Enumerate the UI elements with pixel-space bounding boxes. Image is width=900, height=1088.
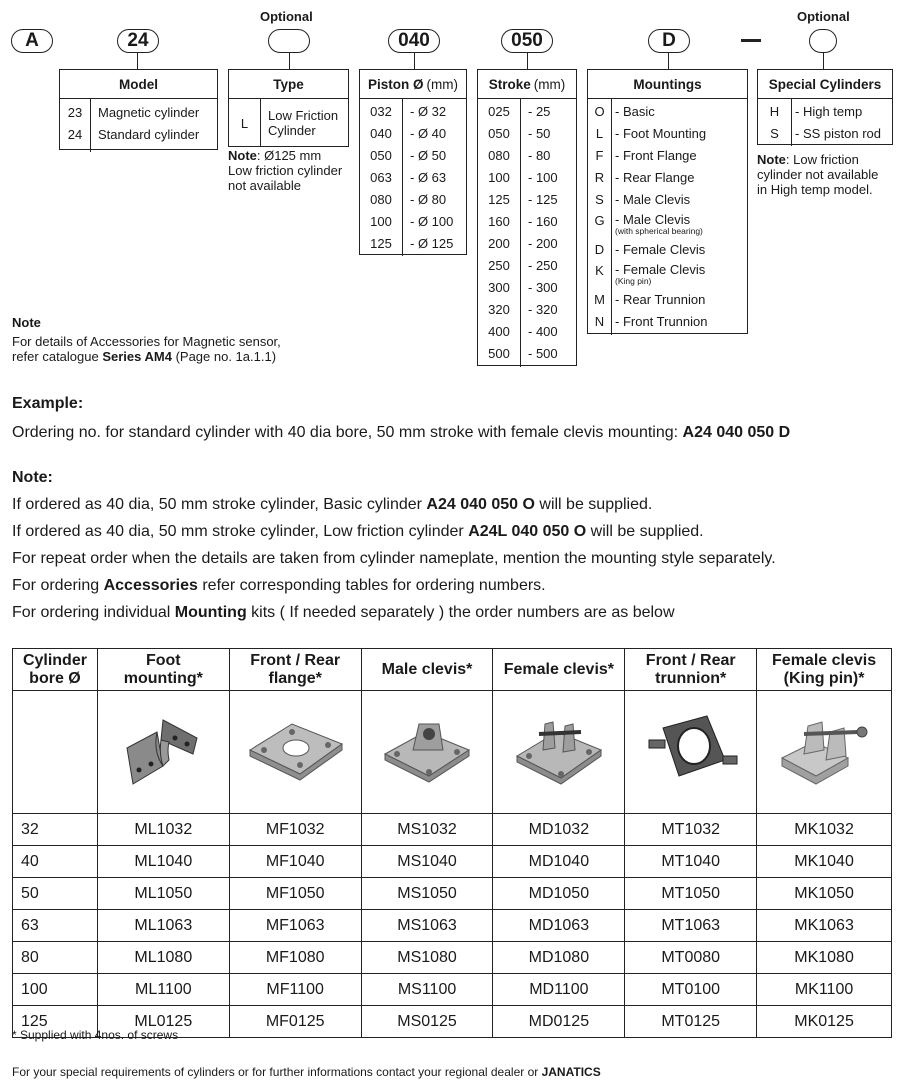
contact-line: For your special requirements of cylinders or for further informations contact your regional dealer or JANATICS: [12, 1065, 601, 1079]
stroke-row: 320 - 320: [488, 301, 558, 317]
order-number-cell: MS1100: [361, 974, 493, 1006]
table-row: [13, 846, 892, 878]
connector-mounting: [668, 53, 669, 69]
piston-row: 050 - Ø 50: [370, 147, 447, 163]
product-image-row: [13, 691, 892, 814]
connector-stroke: [527, 53, 528, 69]
order-number-cell: MK1100: [757, 974, 892, 1006]
order-number-cell: MF1063: [229, 910, 361, 942]
table-row: [13, 974, 892, 1006]
female-clevis-icon: [509, 710, 609, 790]
stroke-row: 025 - 25: [488, 103, 551, 119]
male-clevis-image: [361, 691, 493, 814]
trunnion-image: [625, 691, 757, 814]
table-row: [13, 910, 892, 942]
order-number-cell: ML1050: [97, 878, 229, 910]
empty-cell: [13, 691, 98, 814]
model-box: [59, 69, 218, 150]
note-line: If ordered as 40 dia, 50 mm stroke cylinder, Low friction cylinder A24L 040 050 O will be supplied.: [12, 523, 704, 540]
piston-row: 063 - Ø 63: [370, 169, 447, 185]
order-number-cell: MS1050: [361, 878, 493, 910]
special-optional-label: Optional: [797, 9, 850, 24]
order-number-cell: MS1040: [361, 846, 493, 878]
stroke-row: 250 - 250: [488, 257, 558, 273]
order-number-cell: MF1050: [229, 878, 361, 910]
flange-image: [229, 691, 361, 814]
mounting-row: G - Male Clevis (with spherical bearing): [594, 212, 703, 236]
order-number-cell: ML0125: [97, 1006, 229, 1038]
bore-cell: 50: [13, 878, 98, 910]
bore-cell: 125: [13, 1006, 98, 1038]
accessories-note: Note For details of Accessories for Magnetic sensor, refer catalogue Series AM4 (Page no. 1a.1.1): [12, 315, 281, 364]
model-row: 23 Magnetic cylinder: [67, 104, 200, 120]
order-number-cell: MT1032: [625, 814, 757, 846]
note-line: For ordering individual Mounting kits ( If needed separately ) the order numbers are as below: [12, 604, 675, 621]
order-number-cell: MS1063: [361, 910, 493, 942]
model-box-title: Model: [60, 70, 217, 99]
code-dash: [741, 39, 761, 42]
mounting-row: D - Female Clevis: [594, 241, 706, 257]
stroke-row: 100 - 100: [488, 169, 558, 185]
order-number-cell: MF1032: [229, 814, 361, 846]
stroke-row: 500 - 500: [488, 345, 558, 361]
order-number-cell: MT1063: [625, 910, 757, 942]
mounting-box-title: Mountings: [588, 70, 747, 99]
order-number-cell: MK1080: [757, 942, 892, 974]
order-number-cell: MS0125: [361, 1006, 493, 1038]
stroke-row: 125 - 125: [488, 191, 558, 207]
connector-type: [289, 53, 290, 69]
order-number-cell: MF1040: [229, 846, 361, 878]
type-optional-label: Optional: [260, 9, 313, 24]
mounting-row: R - Rear Flange: [594, 169, 695, 185]
code-mounting: D: [648, 29, 690, 53]
stroke-row: 050 - 50: [488, 125, 551, 141]
special-box-title: Special Cylinders: [758, 70, 892, 99]
order-number-cell: MT1050: [625, 878, 757, 910]
piston-row: 080 - Ø 80: [370, 191, 447, 207]
piston-row: 032 - Ø 32: [370, 103, 447, 119]
stroke-box-title: Stroke (mm): [478, 70, 576, 99]
stroke-box: [477, 69, 577, 366]
order-number-cell: MD0125: [493, 1006, 625, 1038]
piston-row: 100 - Ø 100: [370, 213, 454, 229]
model-row: 24 Standard cylinder: [67, 126, 200, 142]
code-model: 24: [117, 29, 159, 53]
order-number-cell: MK1050: [757, 878, 892, 910]
piston-row: 040 - Ø 40: [370, 125, 447, 141]
mounting-row: N - Front Trunnion: [594, 313, 708, 329]
mounting-row: F - Front Flange: [595, 147, 697, 163]
order-number-cell: MD1063: [493, 910, 625, 942]
piston-box: [359, 69, 467, 255]
order-number-cell: MT0080: [625, 942, 757, 974]
bore-cell: 32: [13, 814, 98, 846]
foot-mounting-image: [97, 691, 229, 814]
order-number-cell: MK1032: [757, 814, 892, 846]
king-pin-clevis-image: [757, 691, 892, 814]
order-number-cell: MD1100: [493, 974, 625, 1006]
mounting-kits-table: [12, 648, 892, 1038]
table-row: [13, 814, 892, 846]
kits-col-header: Front / Rear flange*: [229, 649, 361, 691]
stroke-row: 200 - 200: [488, 235, 558, 251]
flange-plate-icon: [240, 710, 350, 790]
mounting-row: K - Female Clevis (King pin): [595, 262, 706, 286]
mounting-row: L - Foot Mounting: [595, 125, 707, 141]
kits-col-header: Male clevis*: [361, 649, 493, 691]
foot-bracket-icon: [113, 710, 213, 790]
order-number-cell: MF1080: [229, 942, 361, 974]
bore-cell: 100: [13, 974, 98, 1006]
connector-model: [137, 53, 138, 69]
kits-col-header: Cylinder bore Ø: [13, 649, 98, 691]
mounting-row: M - Rear Trunnion: [594, 291, 706, 307]
order-number-cell: MS1080: [361, 942, 493, 974]
example-text: Ordering no. for standard cylinder with 40 dia bore, 50 mm stroke with female clevis mounting: A24 040 050 D: [12, 424, 791, 441]
bore-cell: 80: [13, 942, 98, 974]
connector-special: [823, 53, 824, 69]
type-box-title: Type: [229, 70, 348, 99]
code-special: [809, 29, 837, 53]
order-number-cell: ML1080: [97, 942, 229, 974]
note-line: For ordering Accessories refer corresponding tables for ordering numbers.: [12, 577, 546, 594]
code-piston: 040: [388, 29, 440, 53]
bore-cell: 63: [13, 910, 98, 942]
stroke-row: 080 - 80: [488, 147, 551, 163]
order-number-cell: MD1032: [493, 814, 625, 846]
order-number-cell: ML1040: [97, 846, 229, 878]
female-clevis-image: [493, 691, 625, 814]
special-row: H - High temp: [769, 103, 863, 119]
table-row: [13, 878, 892, 910]
order-number-cell: ML1100: [97, 974, 229, 1006]
bore-cell: 40: [13, 846, 98, 878]
king-pin-clevis-icon: [774, 710, 874, 790]
notes-title: Note:: [12, 469, 53, 486]
kits-col-header: Foot mounting*: [97, 649, 229, 691]
table-row: [13, 942, 892, 974]
trunnion-icon: [641, 710, 741, 790]
code-series: A: [11, 29, 53, 53]
order-number-cell: MK1063: [757, 910, 892, 942]
mounting-box: [587, 69, 748, 334]
order-number-cell: MK1040: [757, 846, 892, 878]
special-note: Note: Low friction cylinder not available in High temp model.: [757, 152, 879, 197]
note-line: For repeat order when the details are taken from cylinder nameplate, mention the mounting style separately.: [12, 550, 776, 567]
code-type: [268, 29, 310, 53]
piston-box-title: Piston Ø (mm): [360, 70, 466, 99]
order-number-cell: MK0125: [757, 1006, 892, 1038]
order-number-cell: MT1040: [625, 846, 757, 878]
special-box: [757, 69, 893, 145]
type-note: Note: Ø125 mm Low friction cylinder not available: [228, 148, 343, 193]
stroke-row: 300 - 300: [488, 279, 558, 295]
kits-col-header: Female clevis (King pin)*: [757, 649, 892, 691]
order-number-cell: MT0100: [625, 974, 757, 1006]
order-number-cell: ML1063: [97, 910, 229, 942]
order-number-cell: MF0125: [229, 1006, 361, 1038]
stroke-row: 400 - 400: [488, 323, 558, 339]
note-line: If ordered as 40 dia, 50 mm stroke cylinder, Basic cylinder A24 040 050 O will be supplied.: [12, 496, 653, 513]
mounting-row: S - Male Clevis: [595, 191, 691, 207]
stroke-row: 160 - 160: [488, 213, 558, 229]
code-stroke: 050: [501, 29, 553, 53]
kits-col-header: Front / Rear trunnion*: [625, 649, 757, 691]
special-row: S - SS piston rod: [770, 125, 881, 141]
order-number-cell: MS1032: [361, 814, 493, 846]
order-number-cell: MT0125: [625, 1006, 757, 1038]
piston-row: 125 - Ø 125: [370, 235, 454, 251]
male-clevis-icon: [377, 710, 477, 790]
connector-piston: [414, 53, 415, 69]
order-number-cell: ML1032: [97, 814, 229, 846]
footnote: * Supplied with 4nos. of screws: [12, 1028, 179, 1042]
example-title: Example:: [12, 395, 84, 412]
order-number-cell: MD1050: [493, 878, 625, 910]
type-box: [228, 69, 349, 147]
order-number-cell: MD1080: [493, 942, 625, 974]
mounting-row: O - Basic: [594, 103, 655, 119]
order-number-cell: MF1100: [229, 974, 361, 1006]
order-number-cell: MD1040: [493, 846, 625, 878]
kits-col-header: Female clevis*: [493, 649, 625, 691]
type-row: L Low Friction Cylinder: [240, 108, 339, 138]
